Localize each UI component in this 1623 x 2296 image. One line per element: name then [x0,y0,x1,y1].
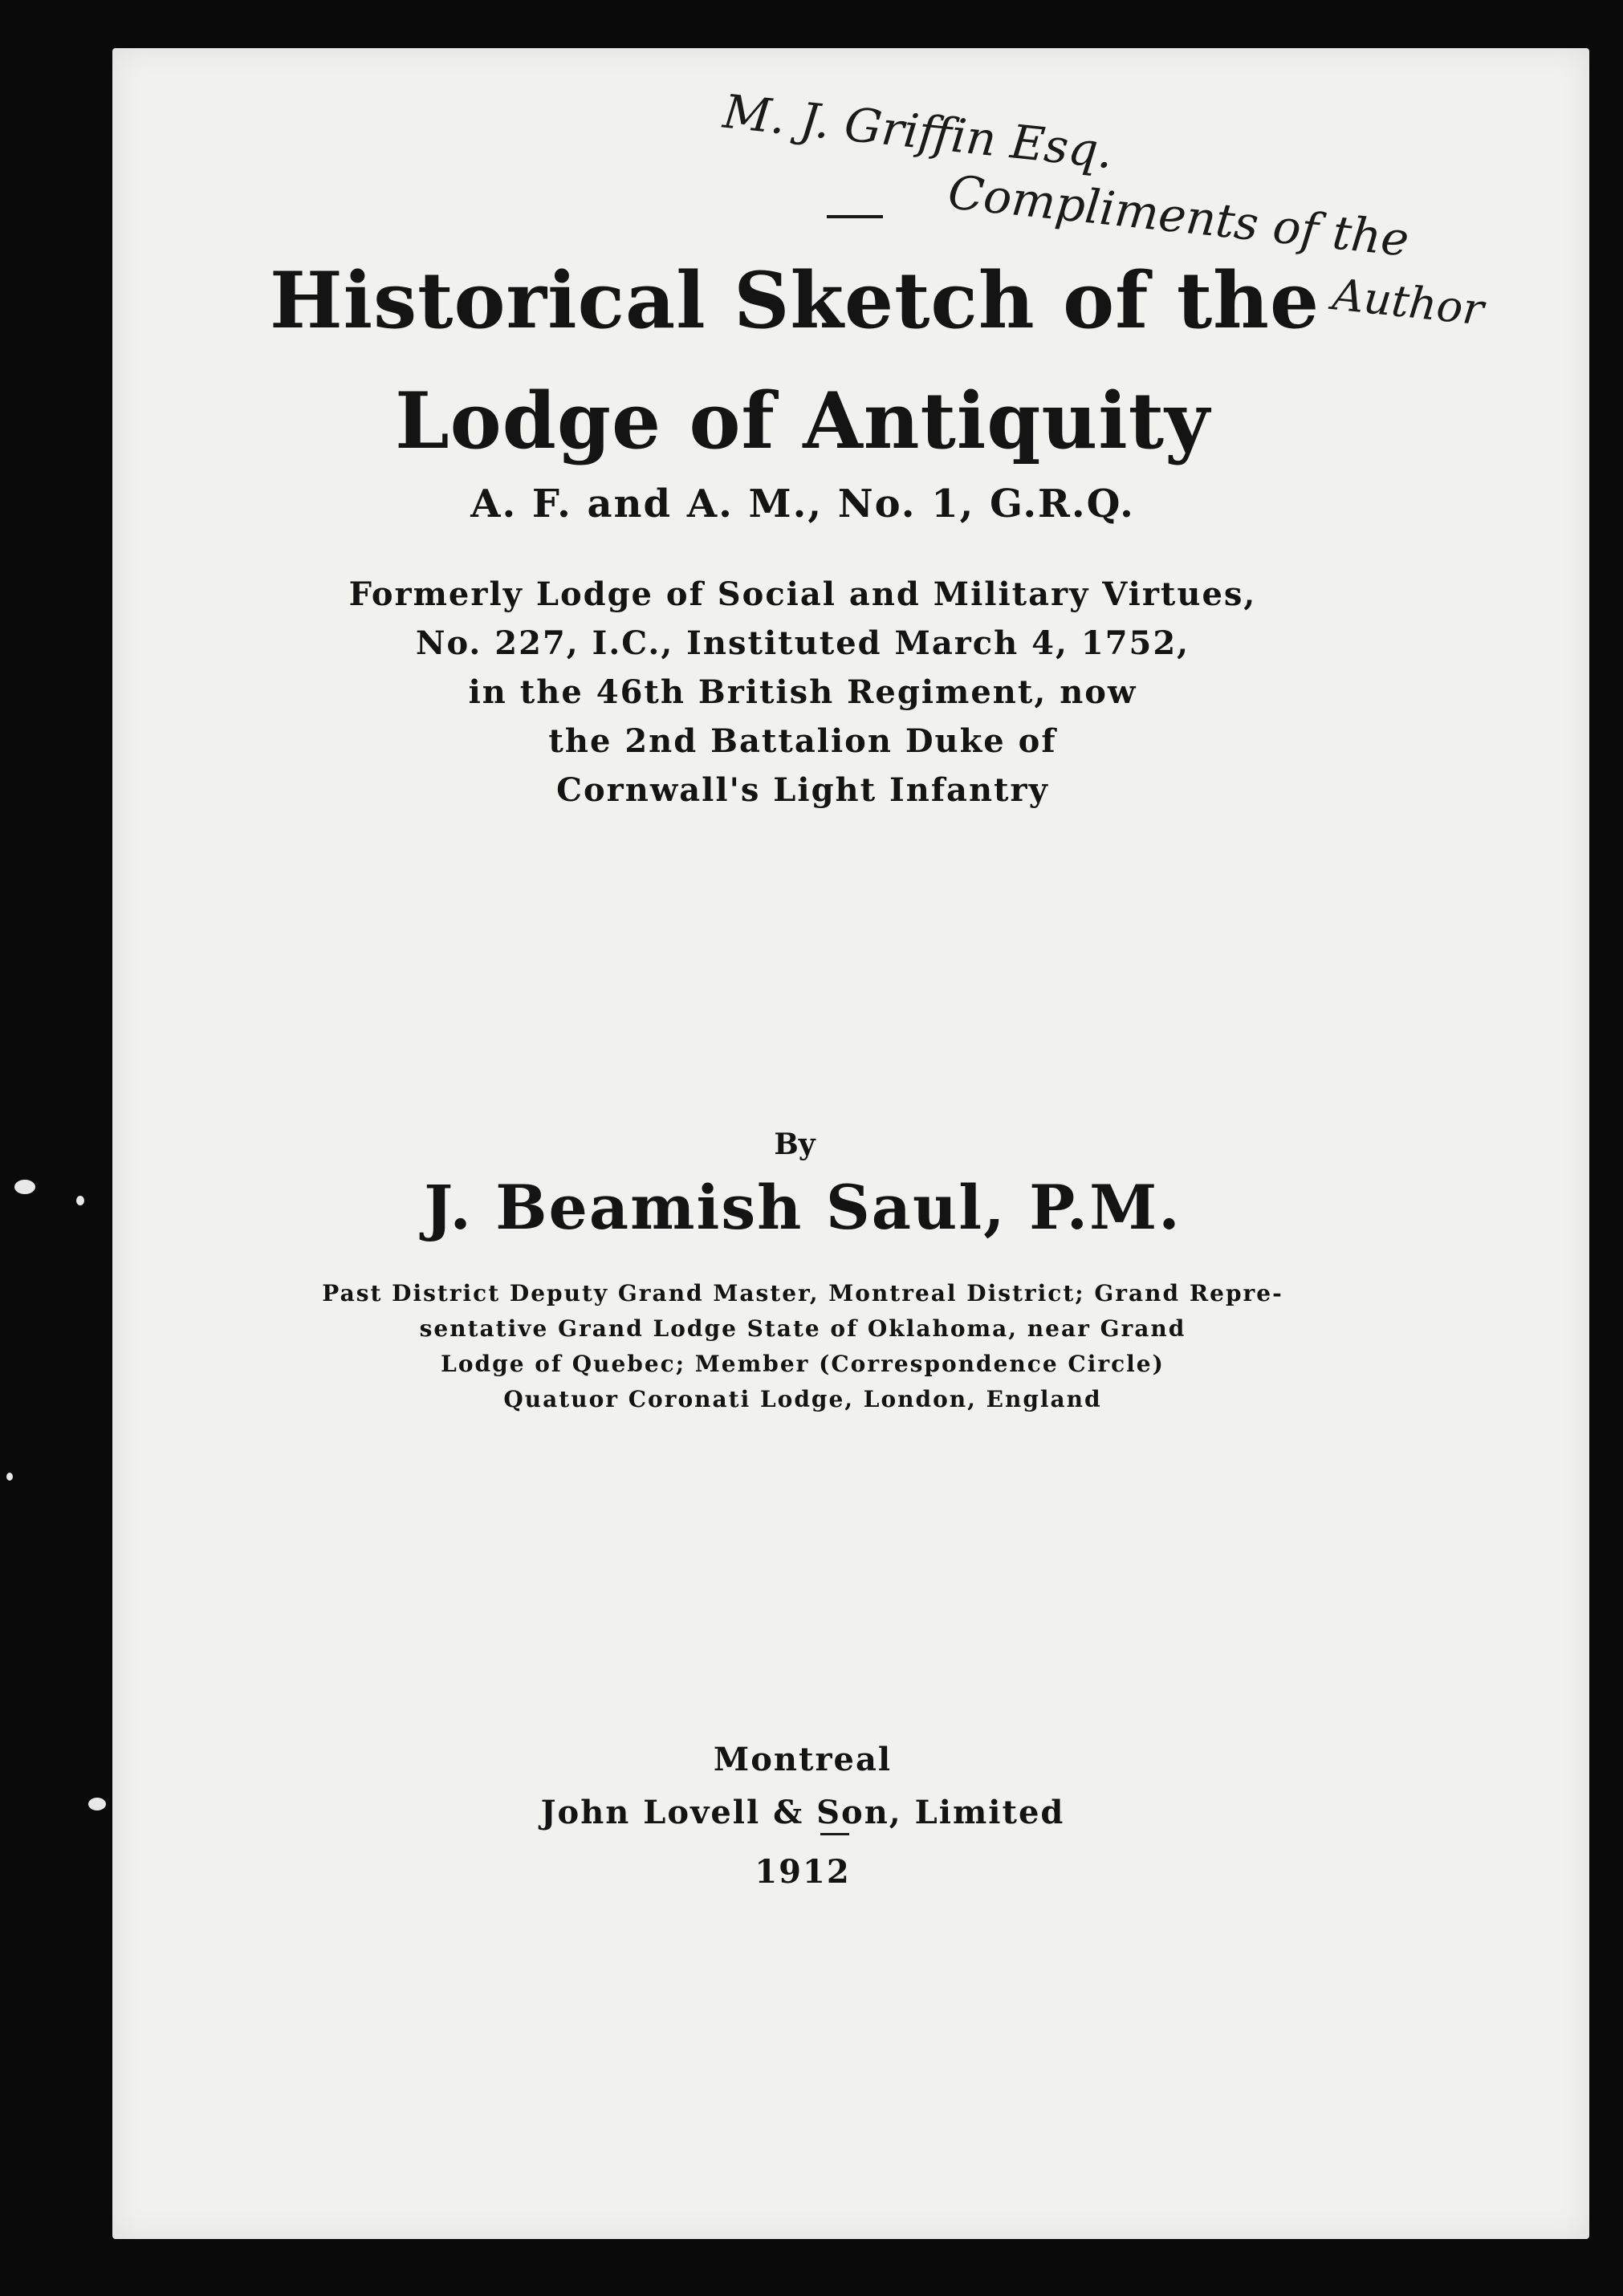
handwritten-inscription-line1: M. J. Griffin Esq. [720,83,1116,180]
by-label: By [774,1128,816,1161]
publisher-name: John Lovell & Son, Limited [540,1794,1065,1831]
formerly-line: Formerly Lodge of Social and Military Virtues, [348,575,1257,613]
formerly-block [64,570,1541,815]
handwritten-inscription-line2: Compliments of the [946,165,1412,267]
title-page [112,48,1589,2239]
author-description-line: Past District Deputy Grand Master, Montreal District; Grand Repre- [322,1280,1283,1306]
inscription-dash [827,215,883,218]
author-description-line: sentative Grand Lodge State of Oklahoma, near Grand [419,1315,1186,1342]
author-description [64,1276,1541,1417]
book-title-line2: Lodge of Antiquity [395,376,1210,466]
dust-speck [6,1473,13,1481]
formerly-line: in the 46th British Regiment, now [468,673,1137,711]
publisher-divider [820,1833,849,1835]
formerly-line: the 2nd Battalion Duke of [548,722,1057,760]
publication-year: 1912 [755,1853,851,1891]
formerly-line: Cornwall's Light Infantry [556,771,1049,809]
author-name: J. Beamish Saul, P.M. [424,1172,1182,1243]
publisher-city: Montreal [713,1741,893,1778]
lodge-designation: A. F. and A. M., No. 1, G.R.Q. [470,482,1135,526]
book-title-line1: Historical Sketch of the [269,255,1320,346]
handwritten-inscription-line3: Author [1330,269,1487,335]
formerly-line: No. 227, I.C., Instituted March 4, 1752, [415,624,1190,662]
dust-speck [14,1180,35,1194]
publisher-block [64,1733,1541,1839]
author-description-line: Quatuor Coronati Lodge, London, England [503,1386,1102,1412]
author-description-line: Lodge of Quebec; Member (Correspondence Circle) [441,1351,1165,1377]
